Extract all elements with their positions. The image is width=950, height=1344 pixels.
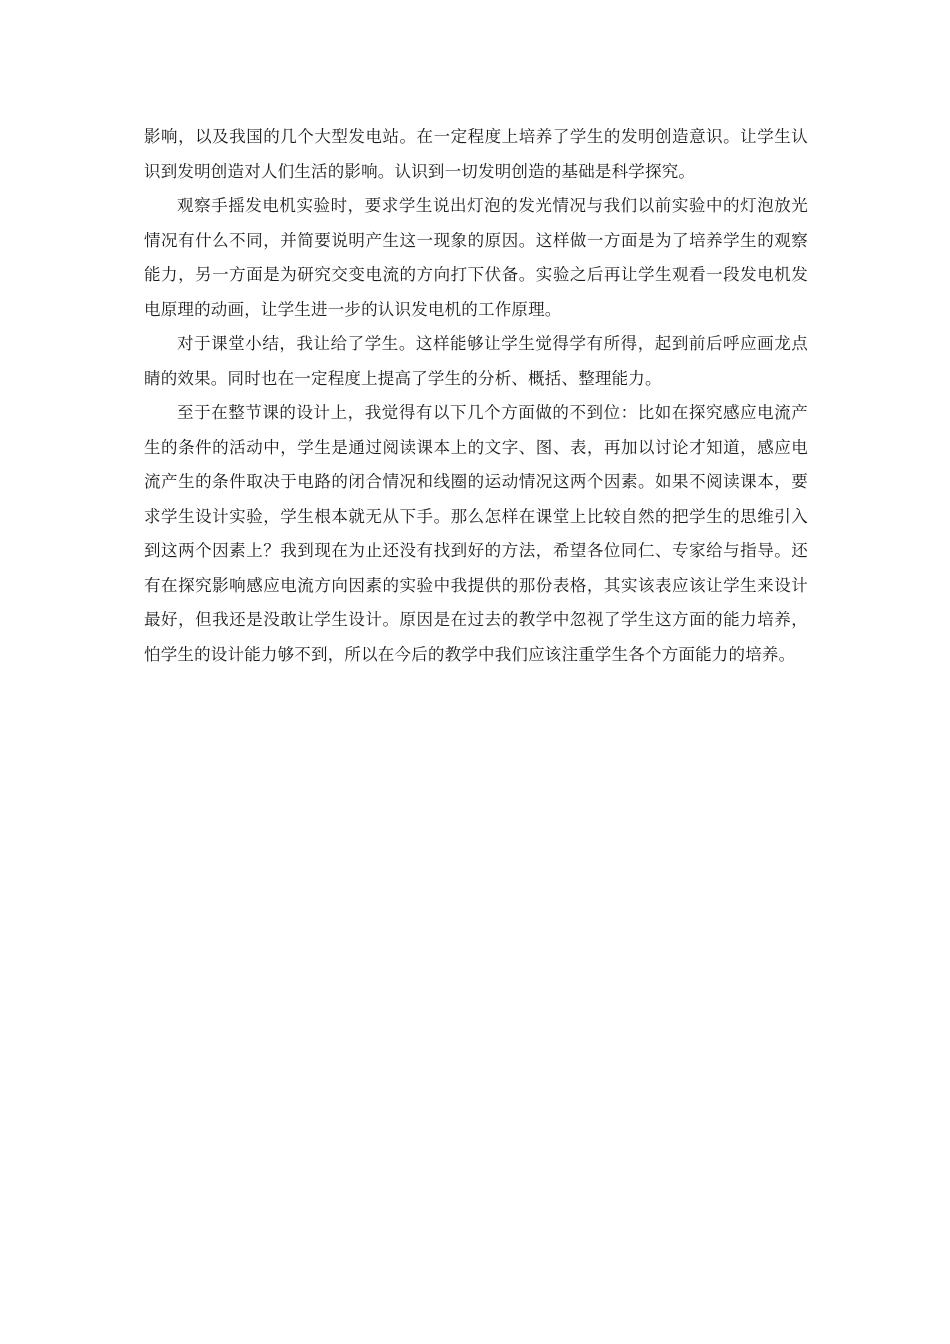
paragraph-course-design-reflection: 至于在整节课的设计上，我觉得有以下几个方面做的不到位：比如在探究感应电流产生的条件的活动中，学生是通过阅读课本上的文字、图、表，再加以讨论才知道，感应电流产生的条件取决于电路的闭合情况和线圈的运动情况这两个因素。如果不阅读课本，要求学生设计实验，学生根本就无从下手。那么怎样在课堂上比较自然的把学生的思维引入到这两个因素上？我到现在为止还没有找到好的方法，希望各位同仁、专家给与指导。还有在探究影响感应电流方向因素的实验中我提供的那份表格，其实该表应该让学生来设计最好，但我还是没敢让学生设计。原因是在过去的教学中忽视了学生这方面的能力培养，怕学生的设计能力够不到，所以在今后的教学中我们应该注重学生各个方面能力的培养。 — [144, 403, 808, 664]
paragraph-generator-experiment: 观察手摇发电机实验时，要求学生说出灯泡的发光情况与我们以前实验中的灯泡放光情况有什么不同，并简要说明产生这一现象的原因。这样做一方面是为了培养学生的观察能力，另一方面是为研究交变电流的方向打下伏备。实验之后再让学生观看一段发电机发电原理的动画，让学生进一步的认识发电机的工作原理。 — [144, 196, 808, 319]
paragraph-continuation: 影响，以及我国的几个大型发电站。在一定程度上培养了学生的发明创造意识。让学生认识到发明创造对人们生活的影响。认识到一切发明创造的基础是科学探究。 — [144, 127, 808, 181]
document-body — [144, 120, 808, 672]
paragraph-class-summary: 对于课堂小结，我让给了学生。这样能够让学生觉得学有所得，起到前后呼应画龙点睛的效果。同时也在一定程度上提高了学生的分析、概括、整理能力。 — [144, 334, 808, 388]
